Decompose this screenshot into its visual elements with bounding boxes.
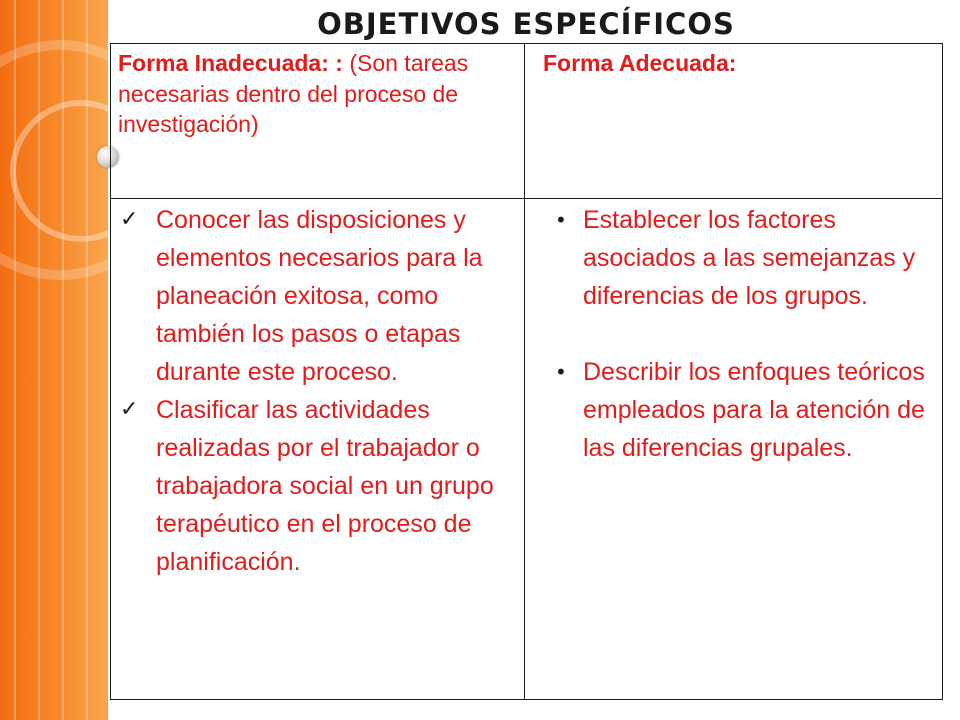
table-body-row [111, 199, 943, 700]
checkmark-icon: ✓ [120, 207, 139, 232]
inadequate-objectives-list [116, 201, 518, 581]
decorative-side-band [0, 0, 108, 720]
list-item [533, 353, 936, 467]
header-inadequate [111, 44, 525, 199]
bullet-dot-icon: • [555, 360, 567, 384]
list-item [116, 391, 518, 581]
checkmark-icon: ✓ [120, 397, 139, 422]
table-header-row [111, 44, 943, 199]
list-item [533, 201, 936, 315]
list-item-text: Describir los enfoques teóricos empleados para la atención de las diferencias grupales. [583, 358, 925, 462]
objectives-table [110, 43, 943, 700]
header-inadequate-label: Forma Inadecuada: : [118, 50, 343, 76]
list-item-text: Conocer las disposiciones y elementos necesarios para la planeación exitosa, como también los pasos o etapas durante este proceso. [156, 206, 483, 386]
header-adequate-label: Forma Adecuada: [543, 50, 737, 76]
inadequate-objectives-cell [111, 199, 525, 700]
adequate-objectives-cell [525, 199, 943, 700]
header-inadequate-note: (Son tareas necesarias dentro del proceso de investigación) [118, 50, 469, 137]
list-item-text: Clasificar las actividades realizadas por el trabajador o trabajadora social en un grupo terapéutico en el proceso de planificación. [156, 396, 494, 576]
list-item-text: Establecer los factores asociados a las semejanzas y diferencias de los grupos. [583, 206, 916, 310]
header-adequate [525, 44, 943, 199]
slide-title: OBJETIVOS ESPECÍFICOS [317, 7, 735, 41]
adequate-objectives-list [533, 201, 936, 467]
list-item [116, 201, 518, 391]
bullet-dot-icon: • [555, 208, 567, 232]
